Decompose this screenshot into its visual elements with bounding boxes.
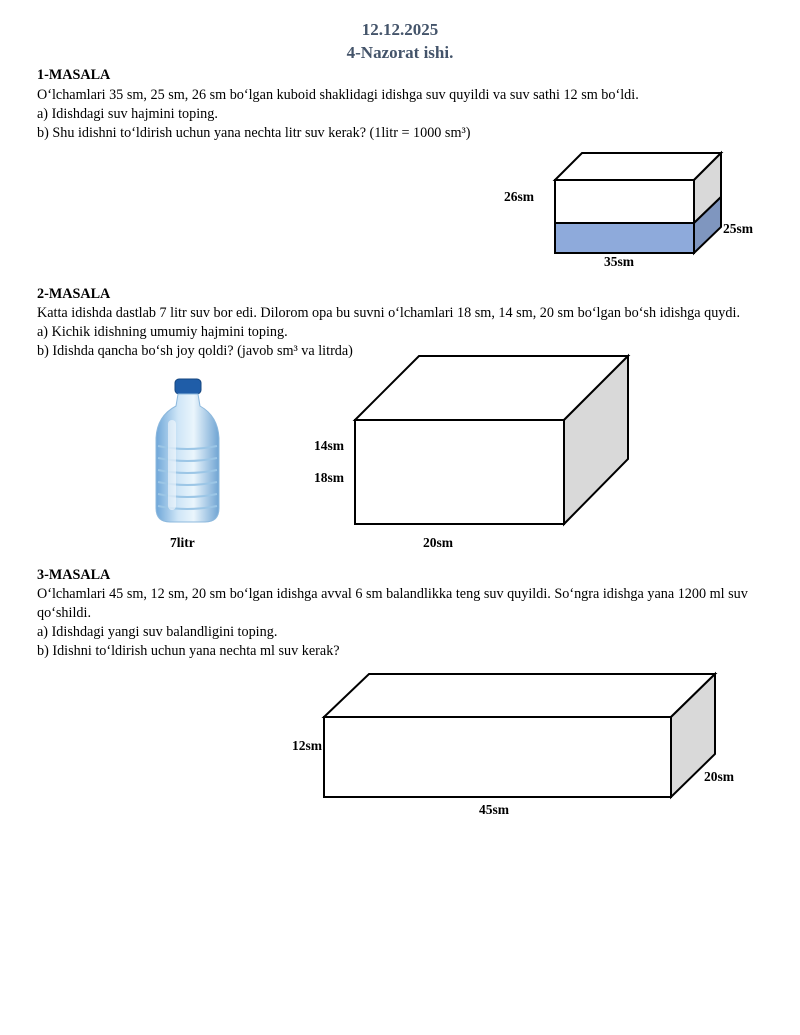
problem-2-label-18sm: 18sm [314,470,344,485]
problem-2-width-label: 20sm [423,535,453,550]
problem-3-text-line-cont: qo‘shildi. [37,605,91,621]
problem-1-heading: 1-MASALA [37,67,111,83]
problem-3-heading: 3-MASALA [37,567,111,583]
problem-1-question-b: b) Shu idishni to‘ldirish uchun yana nechta litr suv kerak? (1litr = 1000 sm³) [37,125,471,141]
problem-3-question-b: b) Idishni to‘ldirish uchun yana nechta ml suv kerak? [37,643,340,659]
problem-3-depth-label: 20sm [704,769,734,784]
bottle-volume-label: 7litr [170,535,195,550]
problem-2-label-14sm: 14sm [314,438,344,453]
document-date: 12.12.2025 [361,20,439,39]
problem-3-question-a: a) Idishdagi yangi suv balandligini toping. [37,624,278,640]
document-title: 4-Nazorat ishi. [346,43,454,62]
problem-1-height-label: 26sm [504,189,534,204]
problem-1-question-a: a) Idishdagi suv hajmini toping. [37,106,218,122]
problem-3-text-line: O‘lchamlari 45 sm, 12 sm, 20 sm bo‘lgan idishga avval 6 sm balandlikka teng suv quyildi. So‘ngra idishga yana 1200 ml suv [37,586,748,602]
problem-2-question-a: a) Kichik idishning umumiy hajmini toping. [37,324,288,340]
cuboid-front-face [324,717,671,797]
problem-3-height-label: 12sm [292,738,322,753]
problem-2-question-b: b) Idishda qancha bo‘sh joy qoldi? (javob sm³ va litrda) [37,343,353,359]
problem-1-width-label: 35sm [604,254,634,269]
problem-1-depth-label: 25sm [723,221,753,236]
problem-2-text-line: Katta idishda dastlab 7 litr suv bor edi. Dilorom opa bu suvni o‘lchamlari 18 sm, 14 sm, 20 sm bo‘lgan bo‘sh idishga quydi. [37,305,740,321]
problem-2-heading: 2-MASALA [37,286,111,302]
problem-3-width-label: 45sm [479,802,509,817]
cuboid-top-face [324,674,715,717]
problem-1-text-line: O‘lchamlari 35 sm, 25 sm, 26 sm bo‘lgan kuboid shaklidagi idishga suv quyildi va suv sathi 12 sm bo‘ldi. [37,87,639,103]
